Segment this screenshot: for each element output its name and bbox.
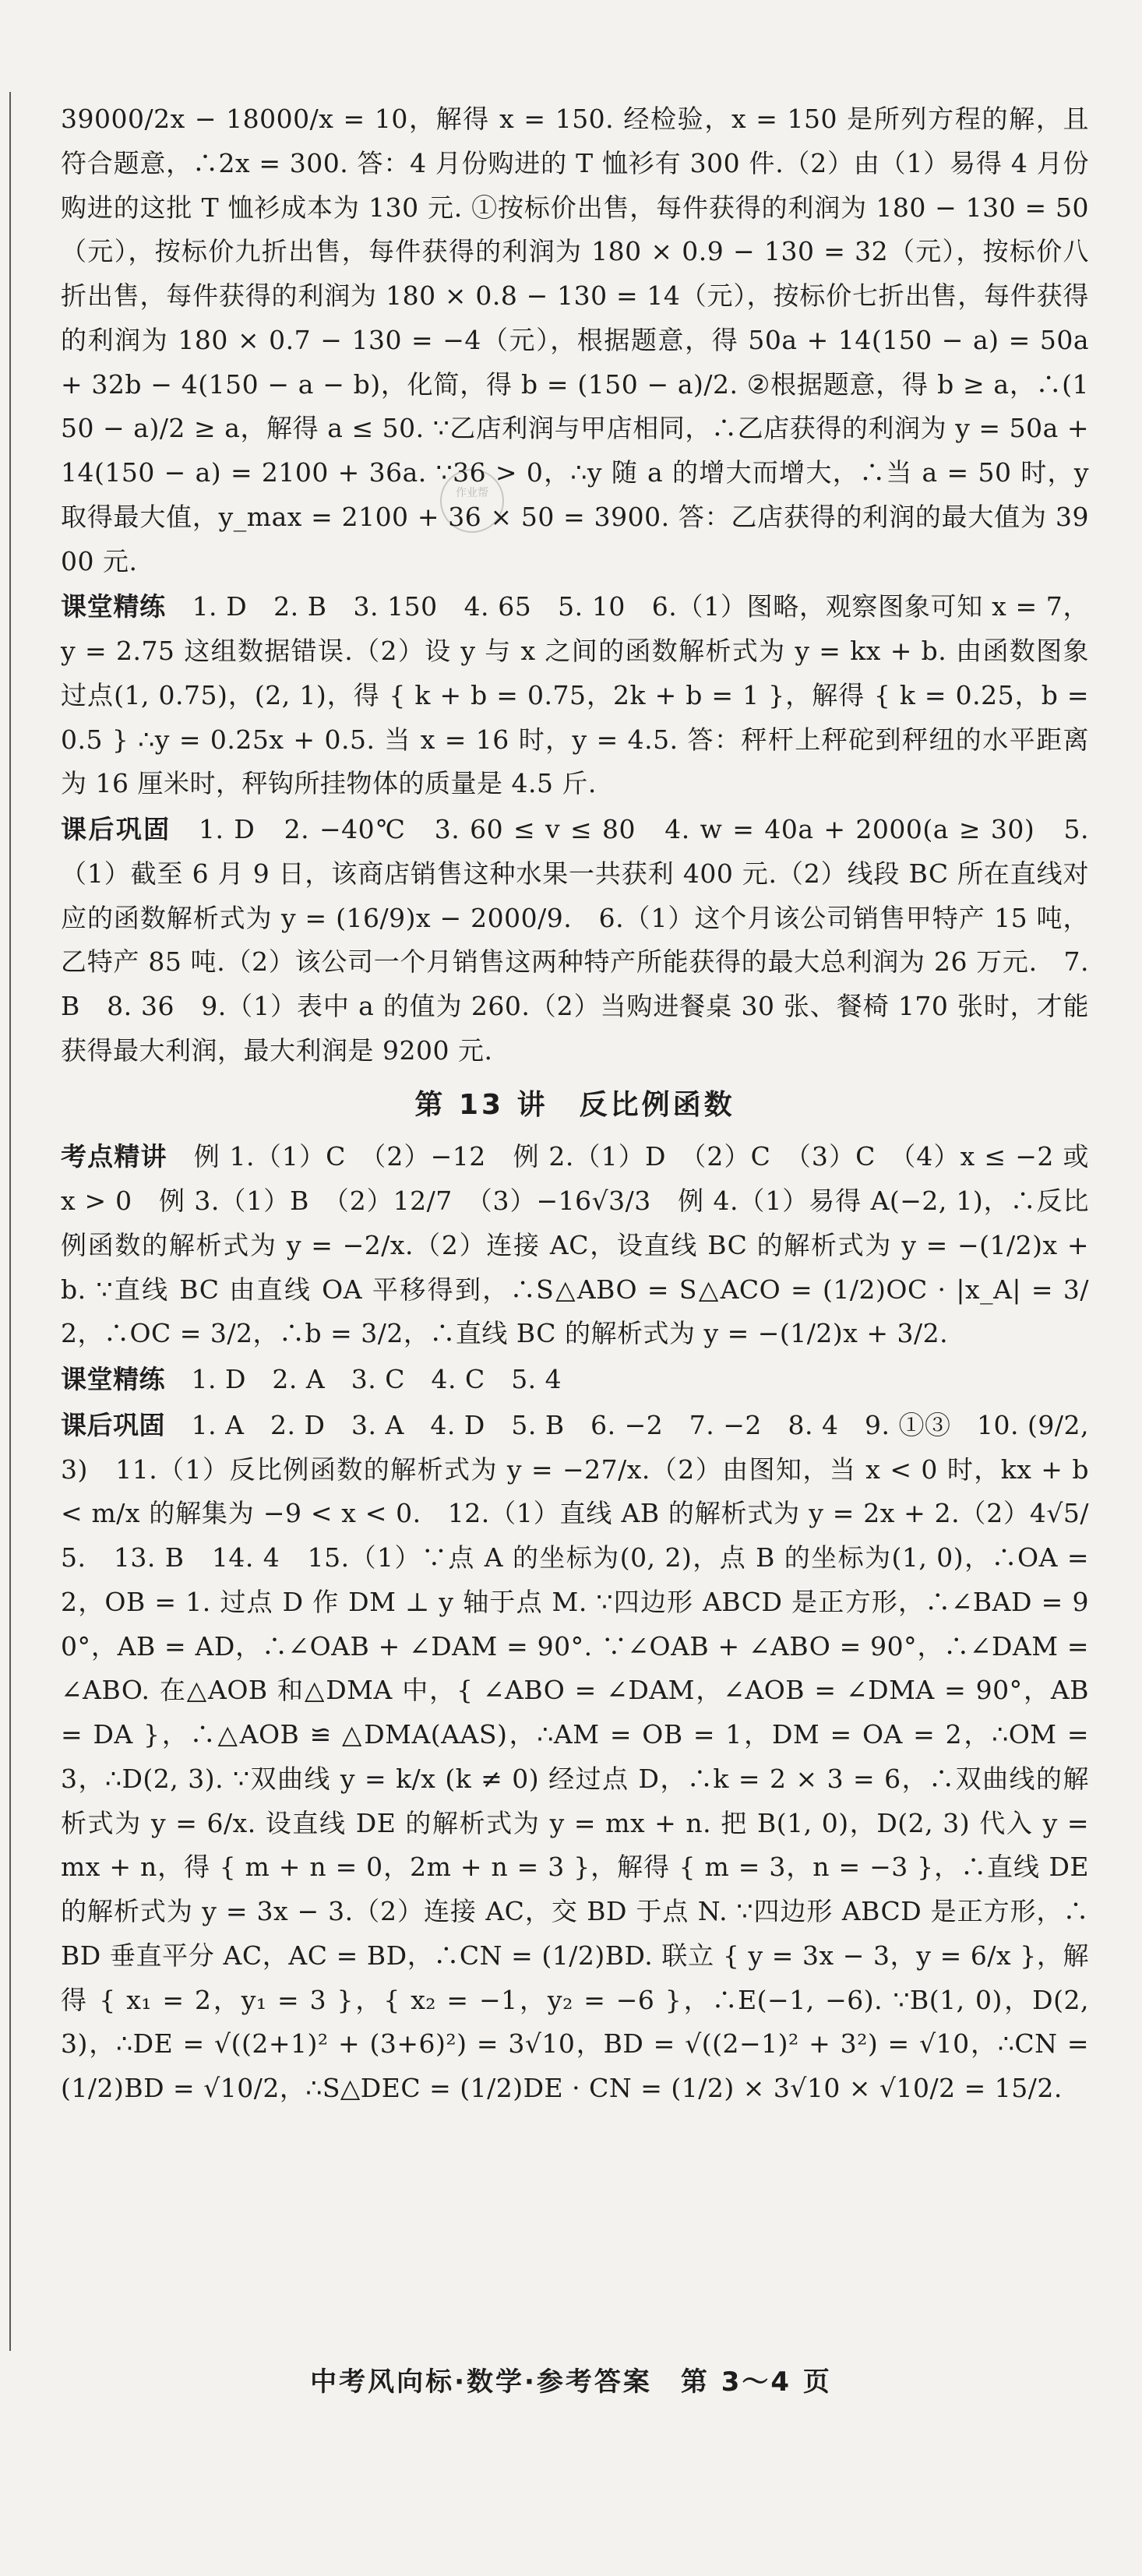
- section-title: 第 13 讲 反比例函数: [414, 1088, 735, 1121]
- kaodian-text: 例 1.（1）C （2）−12 例 2.（1）D （2）C （3）C （4）x ≤ −2 或 x > 0 例 3.（1）B （2）12/7 （3）−16√3/3 例 4.（1）易得 A(−2, 1)，∴反比例函数的解析式为 y = −2/x.（2）连接 AC，设直线 BC 的解析式为 y = −(1/2)x + b. ∵直线 BC 由直线 OA 平移得到，∴S△ABO = S△ACO = (1/2)OC · |x_A| = 3/2，∴OC = 3/2，∴b = 3/2，∴直线 BC 的解析式为 y = −(1/2)x + 3/2.: [61, 1141, 1090, 1349]
- page-footer: 中考风向标·数学·参考答案 第 3～4 页: [310, 2366, 832, 2398]
- kehou-text-1: 1. D 2. −40℃ 3. 60 ≤ v ≤ 80 4. w = 40a + 2000(a ≥ 30) 5.（1）截至 6 月 9 日，该商店销售这种水果一共获利 400 元.（2）线段 BC 所在直线对应的函数解析式为 y = (16/9)x − 2000/9. 6.（1）这个月该公司销售甲特产 15 吨，乙特产 85 吨.（2）该公司一个月销售这两种特产所能获得的最大总利润为 26 万元. 7. B 8. 36 9.（1）表中 a 的值为 260.（2）当购进餐桌 30 张、餐椅 170 张时，才能获得最大利润，最大利润是 9200 元.: [61, 814, 1090, 1066]
- kehou-label-2: 课后巩固: [61, 1409, 166, 1440]
- kaodian-label: 考点精讲: [61, 1141, 167, 1172]
- kehou-section-2: [61, 1404, 1089, 2111]
- kehou-section-1: [61, 808, 1089, 1073]
- watermark-stamp-text: 作业帮: [456, 487, 488, 499]
- answer-paragraph-intro: 39000/2x − 18000/x = 10，解得 x = 150. 经检验，x = 150 是所列方程的解，且符合题意，∴2x = 300. 答：4 月份购进的 T 恤衫有 300 件.（2）由（1）易得 4 月份购进的这批 T 恤衫成本为 130 元. ①按标价出售，每件获得的利润为 180 − 130 = 50（元），按标价九折出售，每件获得的利润为 180 × 0.9 − 130 = 32（元），按标价八折出售，每件获得的利润为 180 × 0.8 − 130 = 14（元），按标价七折出售，每件获得的利润为 180 × 0.7 − 130 = −4（元），根据题意，得 50a + 14(150 − a) = 50a + 32b − 4(150 − a − b)，化简，得 b = (150 − a)/2. ②根据题意，得 b ≥ a，∴(150 − a)/2 ≥ a，解得 a ≤ 50. ∵乙店利润与甲店相同，∴乙店获得的利润为 y = 50a + 14(150 − a) = 2100 + 36a. ∵36 > 0，∴y 随 a 的增大而增大，∴当 a = 50 时，y 取得最大值，y_max = 2100 + 36 × 50 = 3900. 答：乙店获得的利润的最大值为 3900 元.: [61, 104, 1089, 576]
- kaodian-section: [61, 1135, 1089, 1356]
- kehou-label-1: 课后巩固: [61, 814, 171, 844]
- ketang-label-2: 课堂精练: [61, 1364, 165, 1395]
- ketang-text-1: 1. D 2. B 3. 150 4. 65 5. 10 6.（1）图略，观察图象可知 x = 7，y = 2.75 这组数据错误.（2）设 y 与 x 之间的函数解析式为 y = kx + b. 由函数图象过点(1, 0.75)，(2, 1)，得 { k + b = 0.75，2k + b = 1 }，解得 { k = 0.25，b = 0.5 } ∴y = 0.25x + 0.5. 当 x = 16 时，y = 4.5. 答：秤杆上秤砣到秤纽的水平距离为 16 厘米时，秤钩所挂物体的质量是 4.5 斤.: [61, 591, 1090, 799]
- kehou-text-2: 1. A 2. D 3. A 4. D 5. B 6. −2 7. −2 8. 4 9. ①③ 10. (9/2, 3) 11.（1）反比例函数的解析式为 y = −27/x.（2）由图知，当 x < 0 时，kx + b < m/x 的解集为 −9 < x < 0. 12.（1）直线 AB 的解析式为 y = 2x + 2.（2）4√5/5. 13. B 14. 4 15.（1）∵点 A 的坐标为(0, 2)，点 B 的坐标为(1, 0)，∴OA = 2，OB = 1. 过点 D 作 DM ⊥ y 轴于点 M. ∵四边形 ABCD 是正方形，∴∠BAD = 90°，AB = AD，∴∠OAB + ∠DAM = 90°. ∵∠OAB + ∠ABO = 90°，∴∠DAM = ∠ABO. 在△AOB 和△DMA 中，{ ∠ABO = ∠DAM，∠AOB = ∠DMA = 90°，AB = DA }，∴△AOB ≌ △DMA(AAS)，∴AM = OB = 1，DM = OA = 2，∴OM = 3，∴D(2, 3). ∵双曲线 y = k/x (k ≠ 0) 经过点 D，∴k = 2 × 3 = 6，∴双曲线的解析式为 y = 6/x. 设直线 DE 的解析式为 y = mx + n. 把 B(1, 0)，D(2, 3) 代入 y = mx + n，得 { m + n = 0，2m + n = 3 }，解得 { m = 3，n = −3 }，∴直线 DE 的解析式为 y = 3x − 3.（2）连接 AC，交 BD 于点 N. ∵四边形 ABCD 是正方形，∴BD 垂直平分 AC，AC = BD，∴CN = (1/2)BD. 联立 { y = 3x − 3，y = 6/x }，解得 { x₁ = 2，y₁ = 3 }，{ x₂ = −1，y₂ = −6 }，∴E(−1, −6). ∵B(1, 0)，D(2, 3)，∴DE = √((2+1)² + (3+6)²) = 3√10，BD = √((2−1)² + 3²) = √10，∴CN = (1/2)BD = √10/2，∴S△DEC = (1/2)DE · CN = (1/2) × 3√10 × √10/2 = 15/2.: [61, 1409, 1090, 2104]
- ketang-text-2: 1. D 2. A 3. C 4. C 5. 4: [191, 1364, 562, 1395]
- left-margin-line: [9, 92, 11, 2351]
- answer-content: [61, 97, 1089, 2113]
- ketang-label-1: 课堂精练: [61, 591, 166, 622]
- ketang-section-1: [61, 585, 1089, 806]
- ketang-section-2: [61, 1358, 1089, 1402]
